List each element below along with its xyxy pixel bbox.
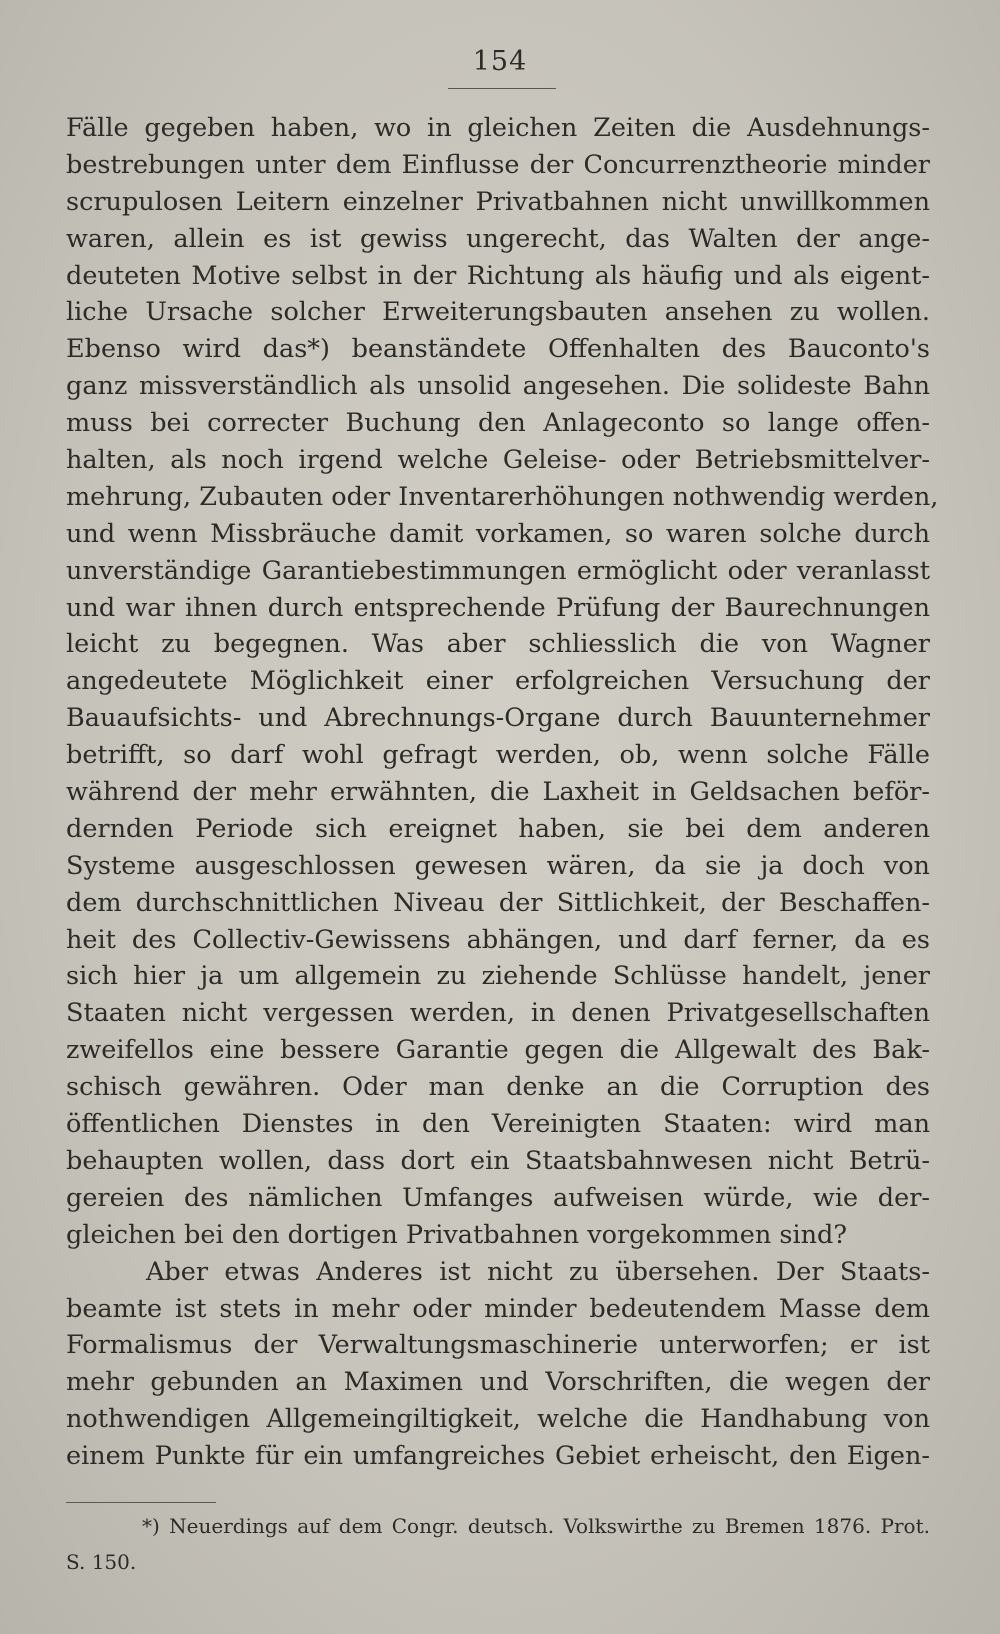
text-line: Bauaufsichts- und Abrechnungs-Organe durch Bauunternehmer (66, 703, 930, 734)
text-line: angedeutete Möglichkeit einer erfolgreichen Versuchung der (66, 666, 930, 697)
header-rule (448, 88, 556, 89)
text-line: zweifellos eine bessere Garantie gegen die Allgewalt des Bak- (66, 1035, 930, 1066)
footnote-line: *) Neuerdings auf dem Congr. deutsch. Volkswirthe zu Bremen 1876. Prot. (142, 1514, 930, 1538)
text-line: öffentlichen Dienstes in den Vereinigten Staaten: wird man (66, 1109, 930, 1140)
text-line: schisch gewähren. Oder man denke an die Corruption des (66, 1072, 930, 1103)
footnote (66, 1508, 930, 1580)
text-line: deuteten Motive selbst in der Richtung als häufig und als eigent- (66, 260, 930, 291)
text-line: behaupten wollen, dass dort ein Staatsbahnwesen nicht Betrü- (66, 1145, 930, 1176)
page-number: 154 (472, 46, 528, 77)
text-line: beamte ist stets in mehr oder minder bedeutendem Masse dem (66, 1293, 930, 1324)
text-line: dernden Periode sich ereignet haben, sie bei dem anderen (66, 813, 930, 844)
text-line: und wenn Missbräuche damit vorkamen, so waren solche durch (66, 518, 930, 549)
text-line: unverständige Garantiebestimmungen ermöglicht oder veranlasst (66, 555, 930, 586)
text-line: Fälle gegeben haben, wo in gleichen Zeiten die Ausdehnungs- (66, 113, 930, 143)
text-line: ganz missverständlich als unsolid angesehen. Die solideste Bahn (66, 371, 930, 402)
text-line: mehr gebunden an Maximen und Vorschriften, die wegen der (66, 1367, 930, 1398)
text-line: bestrebungen unter dem Einflusse der Concurrenztheorie minder (66, 149, 930, 180)
text-line: Systeme ausgeschlossen gewesen wären, da sie ja doch von (66, 850, 930, 881)
text-line: leicht zu begegnen. Was aber schliesslich die von Wagner (66, 629, 930, 660)
text-line: sich hier ja um allgemein zu ziehende Schlüsse handelt, jener (66, 961, 930, 992)
text-line: waren, allein es ist gewiss ungerecht, das Walten der ange- (66, 223, 930, 254)
text-line: dem durchschnittlichen Niveau der Sittlichkeit, der Beschaffen- (66, 887, 930, 918)
paragraph-start-line: Aber etwas Anderes ist nicht zu übersehen. Der Staats- (146, 1256, 930, 1287)
text-line: Ebenso wird das*) beanständete Offenhalten des Bauconto's (66, 334, 930, 365)
paragraph-end-line: gleichen bei den dortigen Privatbahnen vorgekommen sind? (66, 1219, 848, 1250)
text-line: Staaten nicht vergessen werden, in denen Privatgesellschaften (66, 998, 930, 1029)
text-line: einem Punkte für ein umfangreiches Gebiet erheischt, den Eigen- (66, 1441, 930, 1472)
text-line: halten, als noch irgend welche Geleise- oder Betriebsmittelver- (66, 445, 930, 476)
text-line: während der mehr erwähnten, die Laxheit in Geldsachen beför- (66, 777, 930, 808)
text-line: liche Ursache solcher Erweiterungsbauten ansehen zu wollen. (66, 297, 930, 328)
body-text (66, 110, 939, 1475)
text-line: und war ihnen durch entsprechende Prüfung der Baurechnungen (66, 592, 930, 623)
text-line: gereien des nämlichen Umfanges aufweisen würde, wie der- (66, 1182, 930, 1213)
text-line: muss bei correcter Buchung den Anlageconto so lange offen- (66, 408, 930, 439)
text-line: betrifft, so darf wohl gefragt werden, ob, wenn solche Fälle (66, 740, 930, 771)
text-line: mehrung, Zubauten oder Inventarerhöhungen nothwendig werden, (66, 481, 939, 512)
text-line: Formalismus der Verwaltungsmaschinerie unterworfen; er ist (66, 1330, 930, 1361)
text-line: scrupulosen Leitern einzelner Privatbahnen nicht unwillkommen (66, 186, 930, 217)
text-line: nothwendigen Allgemeingiltigkeit, welche die Handhabung von (66, 1404, 930, 1435)
footnote-rule (66, 1502, 216, 1503)
text-line: heit des Collectiv-Gewissens abhängen, und darf ferner, da es (66, 924, 930, 955)
footnote-line: S. 150. (66, 1550, 137, 1574)
